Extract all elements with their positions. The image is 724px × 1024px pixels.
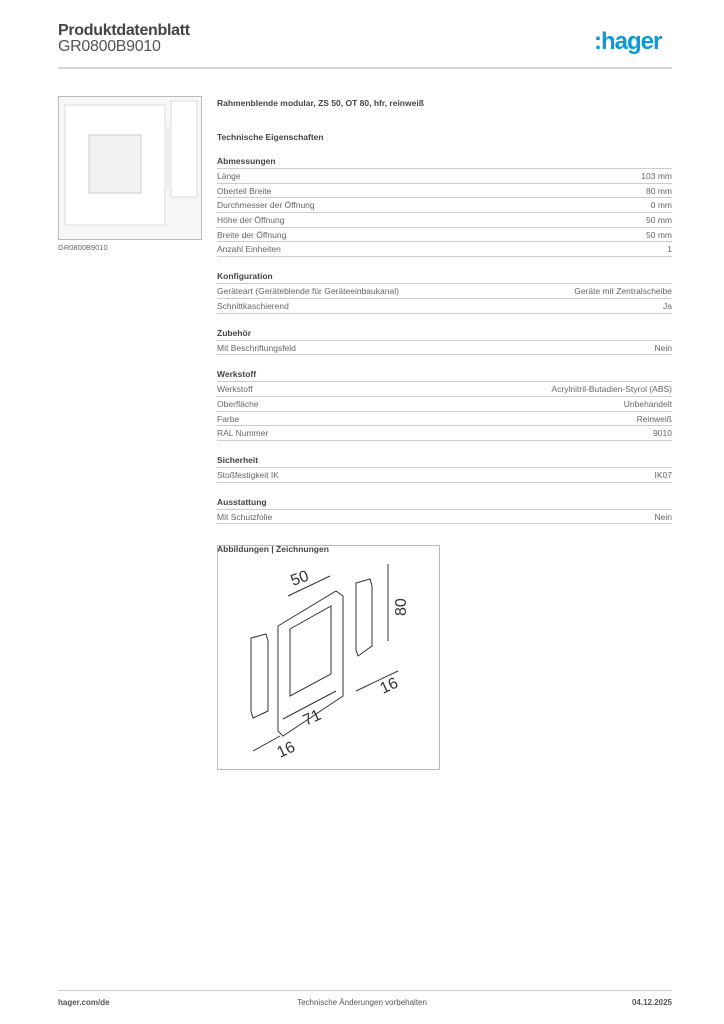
section-zubehör <box>217 326 672 356</box>
property-label: Stoßfestigkeit IK <box>217 469 279 480</box>
tech-heading: Technische Eigenschaften <box>217 132 324 142</box>
property-row <box>217 299 672 314</box>
header-divider <box>58 67 672 69</box>
property-label: Mit Beschriftungsfeld <box>217 342 296 353</box>
property-label: Farbe <box>217 413 240 424</box>
property-row <box>217 426 672 441</box>
product-image-caption: GR0800B9010 <box>58 243 108 252</box>
dim-width-opening: 50 <box>288 567 312 590</box>
property-label: Höhe der Öffnung <box>217 215 285 226</box>
section-heading: Zubehör <box>217 326 672 341</box>
property-row <box>217 341 672 356</box>
property-label: Oberteil Breite <box>217 185 272 196</box>
product-title: Rahmenblende modular, ZS 50, OT 80, hfr, reinweiß <box>217 98 424 108</box>
property-row <box>217 169 672 184</box>
property-value: 50 mm <box>646 215 672 226</box>
footer-date: 04.12.2025 <box>631 998 672 1007</box>
property-value: 1 <box>667 244 672 255</box>
hager-logo: :hager <box>594 28 662 55</box>
property-row <box>217 468 672 483</box>
footer-divider <box>58 990 672 991</box>
property-label: Mit Schutzfolie <box>217 511 273 522</box>
section-heading: Ausstattung <box>217 495 672 510</box>
property-value: 9010 <box>653 428 672 439</box>
property-row <box>217 242 672 257</box>
dim-length: 71 <box>300 706 324 730</box>
section-heading: Werkstoff <box>217 367 672 382</box>
page-title: Produktdatenblatt <box>58 22 190 39</box>
property-row <box>217 213 672 228</box>
property-value: Unbehandelt <box>623 398 672 409</box>
property-row <box>217 412 672 427</box>
property-row <box>217 397 672 412</box>
property-row <box>217 382 672 397</box>
property-label: Schnittkaschierend <box>217 300 289 311</box>
dim-depth-right: 16 <box>377 674 401 698</box>
property-value: Geräte mit Zentralscheibe <box>574 286 672 297</box>
section-ausstattung <box>217 495 672 525</box>
section-sicherheit <box>217 453 672 483</box>
drawings-heading: Abbildungen | Zeichnungen <box>217 544 329 555</box>
section-heading: Sicherheit <box>217 453 672 468</box>
property-value: 103 mm <box>641 171 672 181</box>
property-row <box>217 284 672 299</box>
section-heading: Konfiguration <box>217 269 672 284</box>
property-label: Oberfläche <box>217 398 259 409</box>
property-label: Länge <box>217 171 241 181</box>
property-value: Reinweiß <box>636 413 672 424</box>
section-konfiguration <box>217 269 672 313</box>
property-value: 0 mm <box>650 200 672 211</box>
property-value: Nein <box>654 342 672 353</box>
dim-depth-left: 16 <box>274 738 298 762</box>
section-werkstoff <box>217 367 672 441</box>
property-row <box>217 228 672 243</box>
property-label: Anzahl Einheiten <box>217 244 281 255</box>
property-value: Ja <box>663 300 672 311</box>
property-row <box>217 198 672 213</box>
section-abmessungen <box>217 154 672 257</box>
property-value: Nein <box>654 511 672 522</box>
property-value: IK07 <box>654 469 672 480</box>
property-label: RAL Nummer <box>217 428 269 439</box>
property-label: Breite der Öffnung <box>217 229 287 240</box>
footer-notice: Technische Änderungen vorbehalten <box>297 998 427 1007</box>
property-value: Acrylnitril-Butadien-Styrol (ABS) <box>551 384 672 395</box>
dimension-drawing <box>217 545 440 770</box>
property-value: 80 mm <box>646 185 672 196</box>
property-row <box>217 510 672 525</box>
property-label: Geräteart (Geräteblende für Geräteeinbaukanal) <box>217 286 399 297</box>
section-heading: Abmessungen <box>217 154 672 169</box>
property-value: 50 mm <box>646 229 672 240</box>
property-row <box>217 184 672 199</box>
dim-height: 80 <box>393 598 410 616</box>
footer-site-link[interactable]: hager.com/de <box>58 998 110 1007</box>
product-sku: GR0800B9010 <box>58 38 161 55</box>
product-image <box>58 96 202 240</box>
property-label: Durchmesser der Öffnung <box>217 200 315 211</box>
property-label: Werkstoff <box>217 384 253 395</box>
product-details <box>217 96 672 554</box>
